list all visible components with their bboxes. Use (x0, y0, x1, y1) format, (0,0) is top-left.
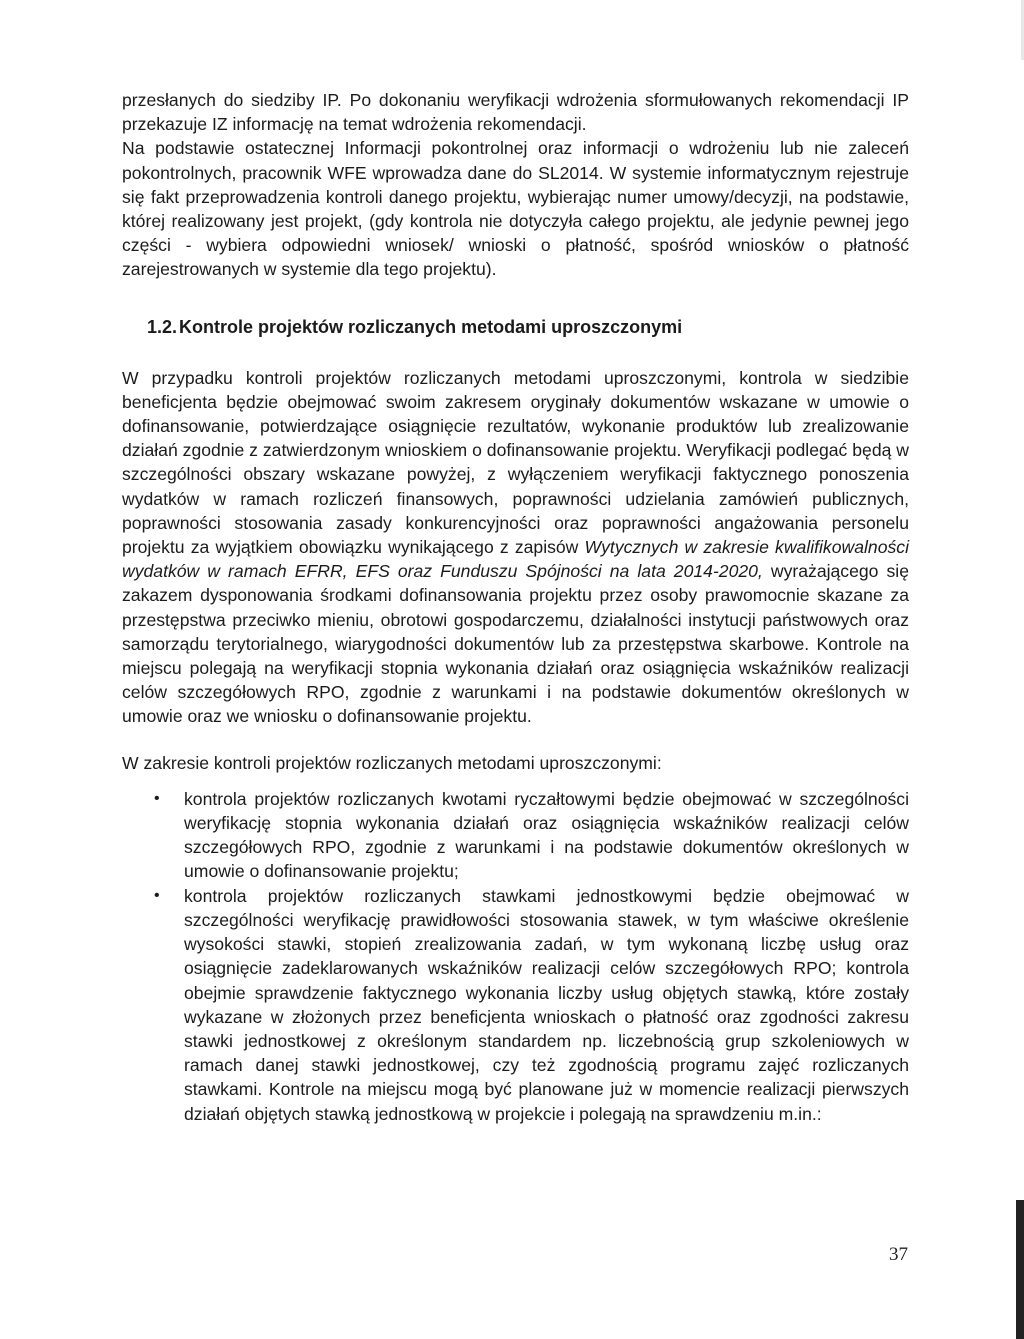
bullet-list (122, 787, 909, 1126)
section-number: 1.2. (147, 316, 178, 337)
scan-edge-mark (1016, 1200, 1024, 1339)
section-title: Kontrole projektów rozliczanych metodami uproszczonymi (179, 316, 683, 337)
list-item-text: kontrola projektów rozliczanych kwotami ryczałtowymi będzie obejmować w szczególności weryfikację stopnia wykonania działań oraz osiągnięcia wskaźników realizacji celów szczegółowych RPO, zgodnie z warunkami i na podstawie dokumentów określonych w umowie o dofinansowanie projektu; (184, 788, 909, 882)
list-item (122, 787, 909, 884)
list-item (122, 884, 909, 1126)
main-paragraph-part2: wyrażającego się zakazem dysponowania środkami dofinansowania projektu przez osoby prawomocnie skazane za przestępstwa przeciwko mieniu, obrotowi gospodarczemu, działalności instytucji państwowych oraz samorządu terytorialnego, wiarygodności dokumentów lub za przestępstwa skarbowe. Kontrole na miejscu polegają na weryfikacji stopnia wykonania działań oraz osiągnięcia wskaźników realizacji celów szczegółowych RPO, zgodnie z warunkami i na podstawie dokumentów określonych w umowie oraz we wniosku o dofinansowanie projektu. (122, 561, 909, 727)
main-paragraph-part1: W przypadku kontroli projektów rozliczanych metodami uproszczonymi, kontrola w siedzibie beneficjenta będzie obejmować swoim zakresem oryginały dokumentów wskazane w umowie o dofinansowanie, potwierdzające osiągnięcie rezultatów, wykonanie produktów lub zrealizowanie działań zgodnie z zatwierdzonym wnioskiem o dofinansowanie projektu. Weryfikacji podlegać będą w szczególności obszary wskazane powyżej, z wyłączeniem weryfikacji faktycznego ponoszenia wydatków w ramach rozliczeń finansowych, poprawności udzielania zamówień publicznych, poprawności stosowania zasady konkurencyjności oraz poprawności angażowania personelu projektu za wyjątkiem obowiązku wynikającego z zapisów (122, 367, 909, 558)
bullet-icon: • (154, 789, 160, 807)
intro-paragraph-1: przesłanych do siedziby IP. Po dokonaniu weryfikacji wdrożenia sformułowanych rekomendacji IP przekazuje IZ informację na temat wdrożenia rekomendacji. (122, 90, 909, 135)
list-lead: W zakresie kontroli projektów rozliczanych metodami uproszczonymi: (122, 752, 662, 773)
list-item-text: kontrola projektów rozliczanych stawkami jednostkowymi będzie obejmować w szczególności weryfikację prawidłowości stosowania stawek, w tym właściwe określenie wysokości stawki, stopień zrealizowania zadań, w tym wykonaną liczbę usług oraz osiągnięcie zadeklarowanych wskaźników realizacji celów szczegółowych RPO; kontrola obejmie sprawdzenie faktycznego wykonania liczby usług objętych stawką, które zostały wykazane w złożonych przez beneficjenta wnioskach o płatność oraz zgodności zakresu stawki jednostkowej z określonym standardem np. liczebnością grup szkoleniowych w ramach danej stawki jednostkowej, czy też zgodnością programu zajęć rozliczanych stawkami. Kontrole na miejscu mogą być planowane już w momencie realizacji pierwszych działań objętych stawką jednostkową w projekcie i polegają na sprawdzeniu m.in.: (184, 885, 909, 1124)
page-number: 37 (889, 1244, 908, 1265)
main-paragraph (122, 366, 909, 729)
main-paragraph-italic-citation: Wytycznych w zakresie kwalifikowalności wydatków w ramach EFRR, EFS oraz Funduszu Spójności na lata 2014-2020, (122, 537, 909, 582)
intro-paragraph-2: Na podstawie ostatecznej Informacji pokontrolnej oraz informacji o wdrożeniu lub nie zaleceń pokontrolnych, pracownik WFE wprowadza dane do SL2014. W systemie informatycznym rejestruje się fakt przeprowadzenia kontroli danego projektu, wybierając numer umowy/decyzji, na podstawie, której realizowany jest projekt, (gdy kontrola nie dotyczyła całego projektu, ale jedynie pewnej jego części - wybiera odpowiedni wniosek/ wnioski o płatność, spośród wniosków o płatność zarejestrowanych w systemie dla tego projektu). (122, 138, 909, 280)
document-body (122, 88, 909, 1126)
bullet-icon: • (154, 886, 160, 904)
section-heading (122, 315, 909, 339)
